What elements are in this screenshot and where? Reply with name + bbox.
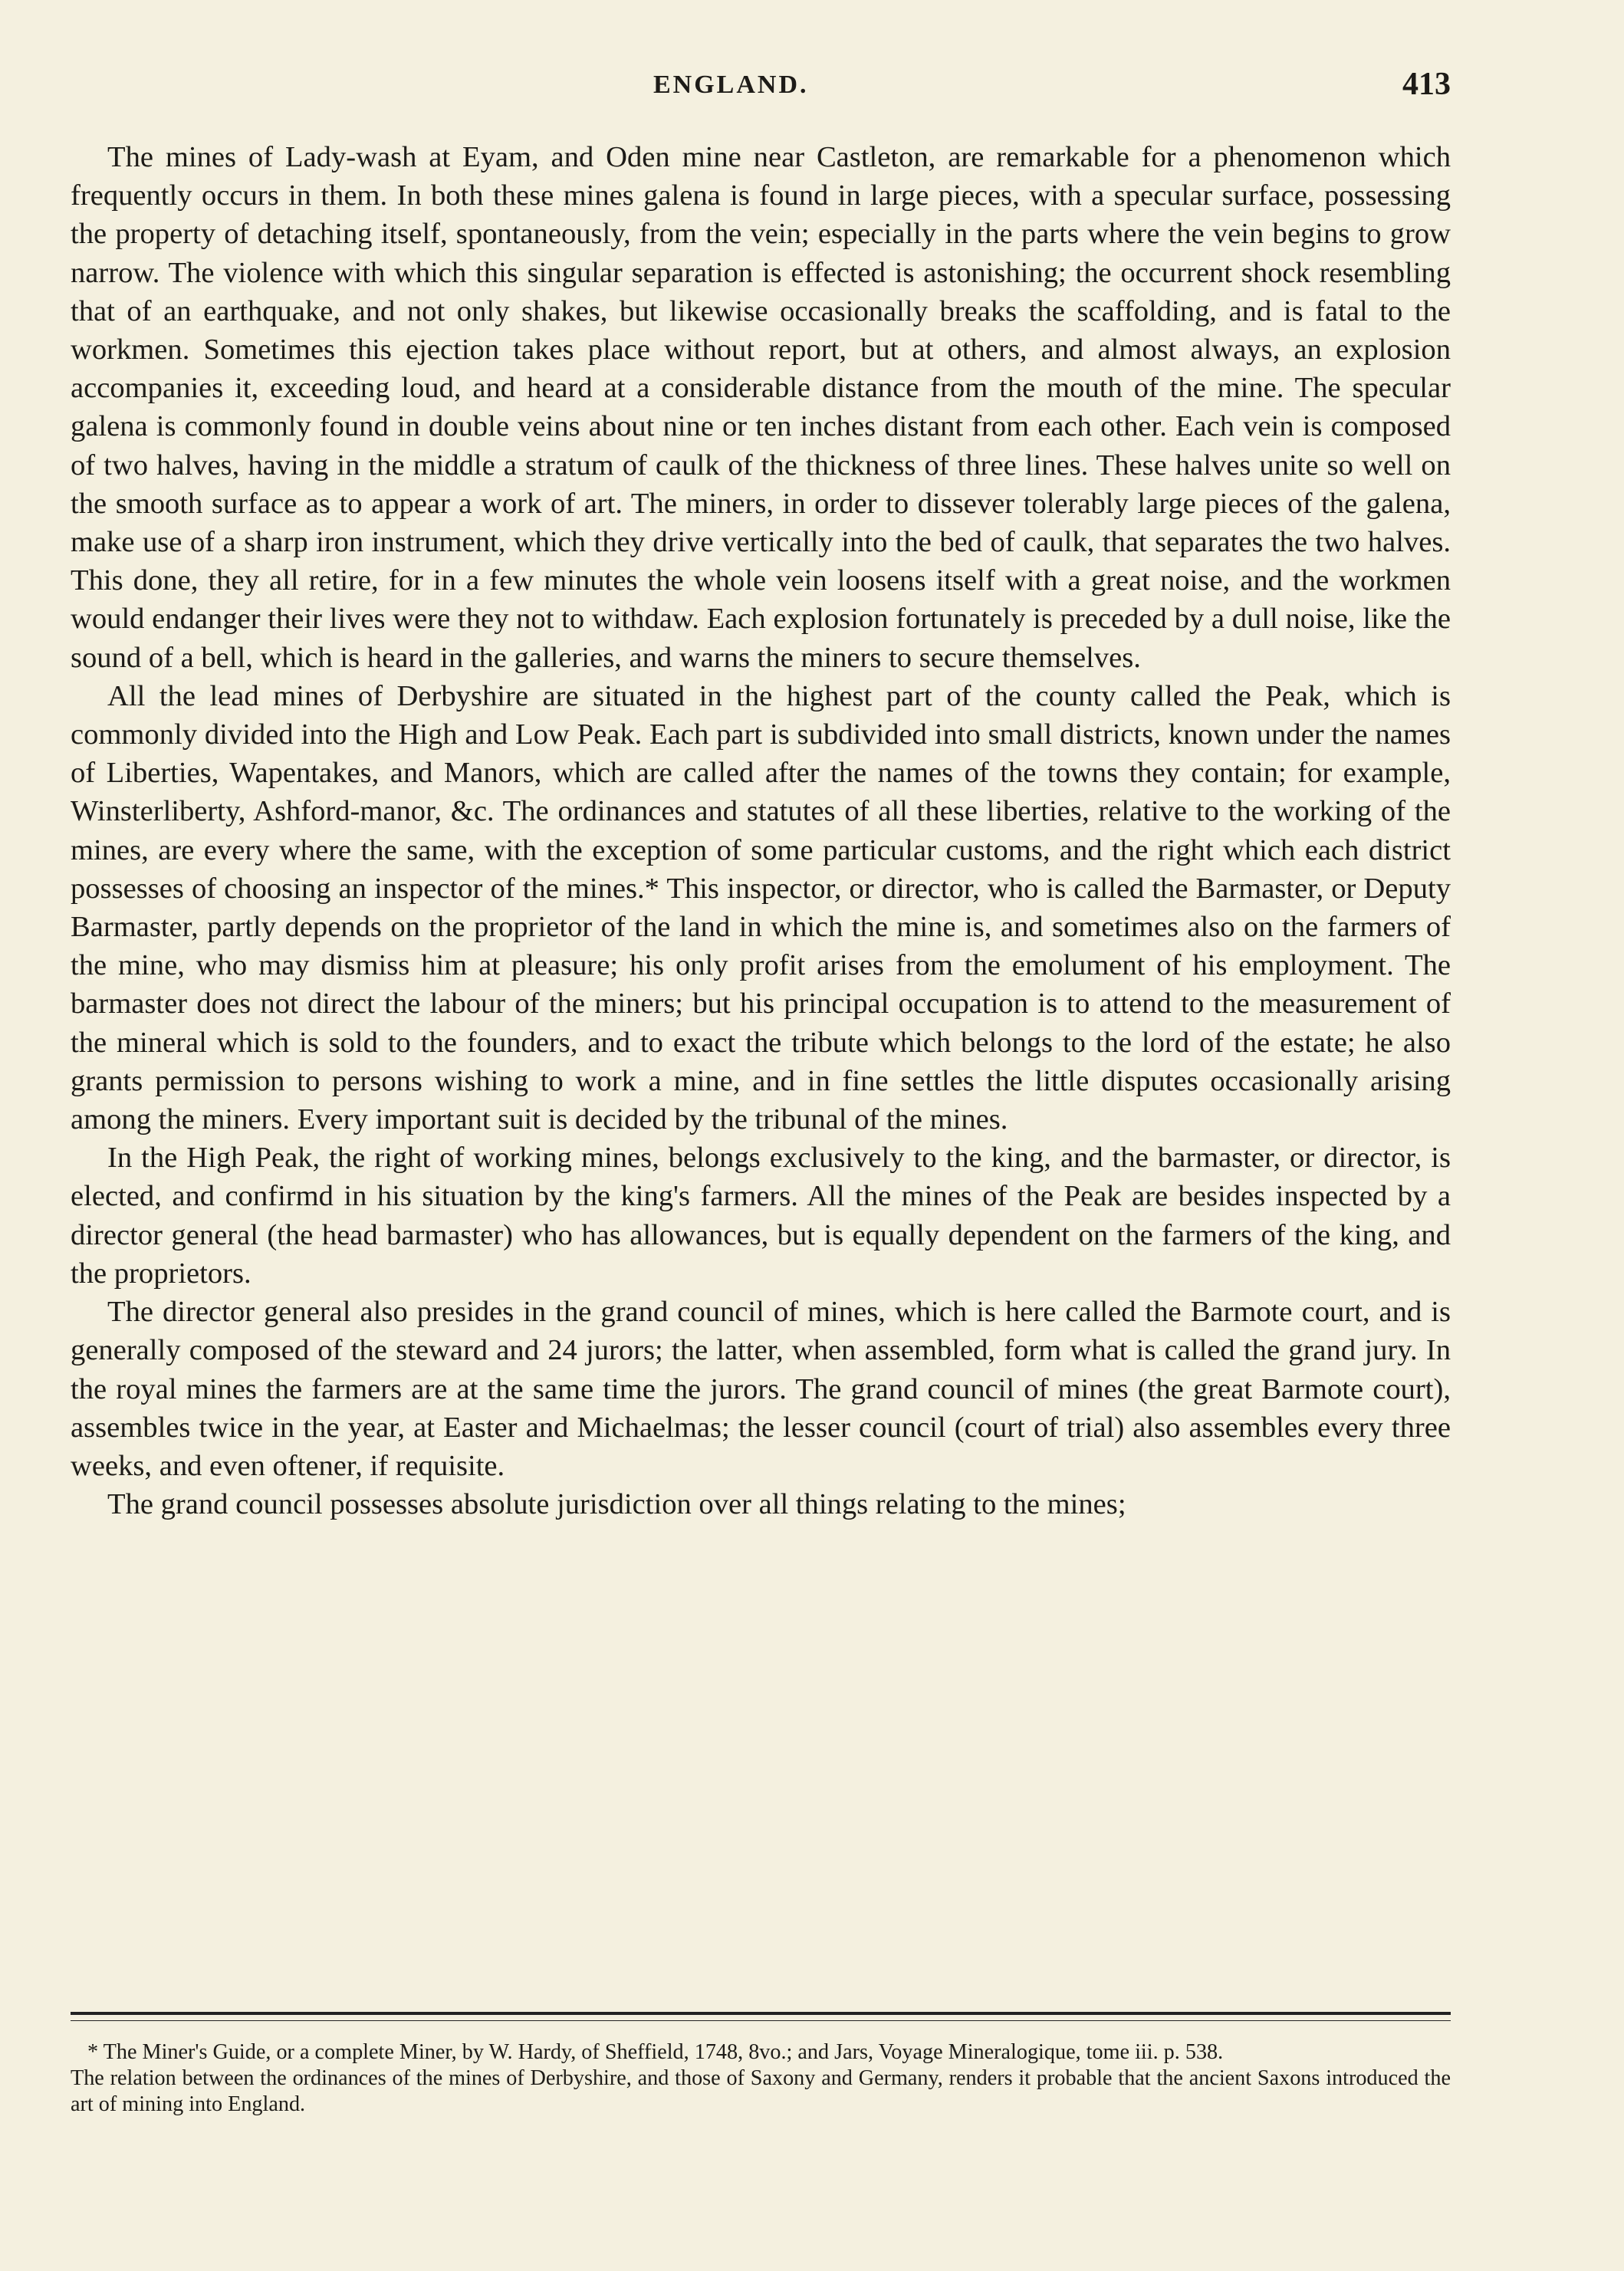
page-number: 413	[1402, 67, 1451, 102]
running-head	[71, 67, 1451, 109]
footnotes	[71, 2039, 1451, 2118]
paragraph: All the lead mines of Derbyshire are situated in the highest part of the county called the Peak, which is commonly divided into the High and Low Peak. Each part is subdivided into small districts, known under the names of Liberties, Wapentakes, and Manors, which are called after the names of the towns they contain; for example, Winsterliberty, Ashford-manor, &c. The ordinances and statutes of all these liberties, relative to the working of the mines, are every where the same, with the exception of some particular customs, and the right which each district possesses of choosing an inspector of the mines.* This inspector, or director, who is called the Barmaster, or Deputy Barmaster, partly depends on the proprietor of the land in which the mine is, and sometimes also on the farmers of the mine, who may dismiss him at pleasure; his only profit arises from the emolument of his employment. The barmaster does not direct the labour of the miners; but his principal occupation is to attend to the measurement of the mineral which is sold to the founders, and to exact the tribute which belongs to the lord of the estate; he also grants permission to persons wishing to work a mine, and in fine settles the little disputes occasionally arising among the miners. Every important suit is decided by the tribunal of the mines.	[71, 679, 1451, 1136]
footnote-rule-thin	[71, 2020, 1451, 2021]
footnote: * The Miner's Guide, or a complete Miner, by W. Hardy, of Sheffield, 1748, 8vo.; and Jars, Voyage Mineralogique, tome iii. p. 538.	[87, 2040, 1224, 2064]
body-text	[71, 138, 1451, 1523]
paragraph: The mines of Lady-wash at Eyam, and Oden mine near Castleton, are remarkable for a phenomenon which frequently occurs in them. In both these mines galena is found in large pieces, with a specular surface, possessing the property of detaching itself, spontaneously, from the vein; especially in the parts where the vein begins to grow narrow. The violence with which this singular separation is effected is astonishing; the occurrent shock resembling that of an earthquake, and not only shakes, but likewise occasionally breaks the scaffolding, and is fatal to the workmen. Sometimes this ejection takes place without report, but at others, and almost always, an explosion accompanies it, exceeding loud, and heard at a considerable distance from the mouth of the mine. The specular galena is commonly found in double veins about nine or ten inches distant from each other. Each vein is composed of two halves, having in the middle a stratum of caulk of the thickness of three lines. These halves unite so well on the smooth surface as to appear a work of art. The miners, in order to dissever tolerably large pieces of the galena, make use of a sharp iron instrument, which they drive vertically into the bed of caulk, that separates the two halves. This done, they all retire, for in a few minutes the whole vein loosens itself with a great noise, and the workmen would endanger their lives were they not to withdaw. Each explosion fortunately is preceded by a dull noise, like the sound of a bell, which is heard in the galleries, and warns the miners to secure themselves.	[71, 141, 1451, 674]
paragraph: The grand council possesses absolute jurisdiction over all things relating to the mines;	[107, 1488, 1126, 1521]
paragraph: In the High Peak, the right of working mines, belongs exclusively to the king, and the barmaster, or director, is elected, and confirmd in his situation by the king's farmers. All the mines of the Peak are besides inspected by a director general (the head barmaster) who has allowances, but is equally dependent on the farmers of the king, and the proprietors.	[71, 1142, 1451, 1290]
paragraph: The director general also presides in the grand council of mines, which is here called the Barmote court, and is generally composed of the steward and 24 jurors; the latter, when assembled, form what is called the grand jury. In the royal mines the farmers are at the same time the jurors. The grand council of mines (the great Barmote court), assembles twice in the year, at Easter and Michaelmas; the lesser council (court of trial) also assembles every three weeks, and even oftener, if requisite.	[71, 1296, 1451, 1482]
running-title: ENGLAND.	[653, 71, 809, 99]
footnote-rule	[71, 2012, 1451, 2015]
footnote: The relation between the ordinances of the mines of Derbyshire, and those of Saxony and Germany, renders it probable that the ancient Saxons introduced the art of mining into England.	[71, 2066, 1451, 2116]
